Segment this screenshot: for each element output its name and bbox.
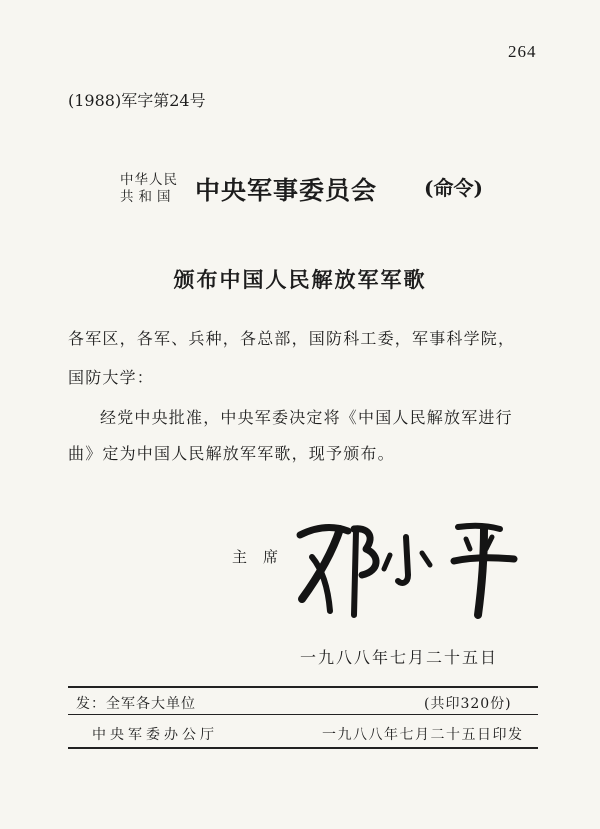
footer-top-rule — [68, 686, 538, 688]
copies-count: (共印320份) — [424, 696, 512, 712]
print-date: 一九八八年七月二十五日印发 — [322, 727, 524, 743]
footer-bottom-rule — [68, 747, 538, 749]
recipients-line-2: 国防大学： — [68, 368, 155, 387]
body-paragraph-line-2: 曲》定为中国人民解放军军歌，现予颁布。 — [68, 444, 395, 463]
signature-date: 一九八八年七月二十五日 — [300, 648, 499, 667]
body-paragraph-line-1: 经党中央批准，中央军委决定将《中国人民解放军进行 — [100, 408, 513, 427]
footer-middle-rule — [68, 714, 538, 715]
page-number: 264 — [508, 42, 537, 61]
document-title: 颁布中国人民解放军军歌 — [173, 267, 427, 292]
document-type: (命令) — [424, 176, 483, 200]
recipients-line-1: 各军区，各军、兵种，各总部，国防科工委，军事科学院， — [68, 329, 516, 348]
issuer-name: 中央军事委员会 — [195, 176, 378, 205]
issuer-country-line-1: 中华人民 — [120, 172, 178, 188]
issuer-country-line-2: 共和国 — [120, 189, 176, 205]
handwritten-signature — [288, 505, 538, 625]
document-number: (1988)军字第24号 — [68, 91, 206, 110]
distribution-label: 发：全军各大单位 — [76, 696, 196, 712]
issuing-office: 中央军委办公厅 — [92, 727, 218, 743]
signatory-title: 主席 — [232, 548, 295, 566]
